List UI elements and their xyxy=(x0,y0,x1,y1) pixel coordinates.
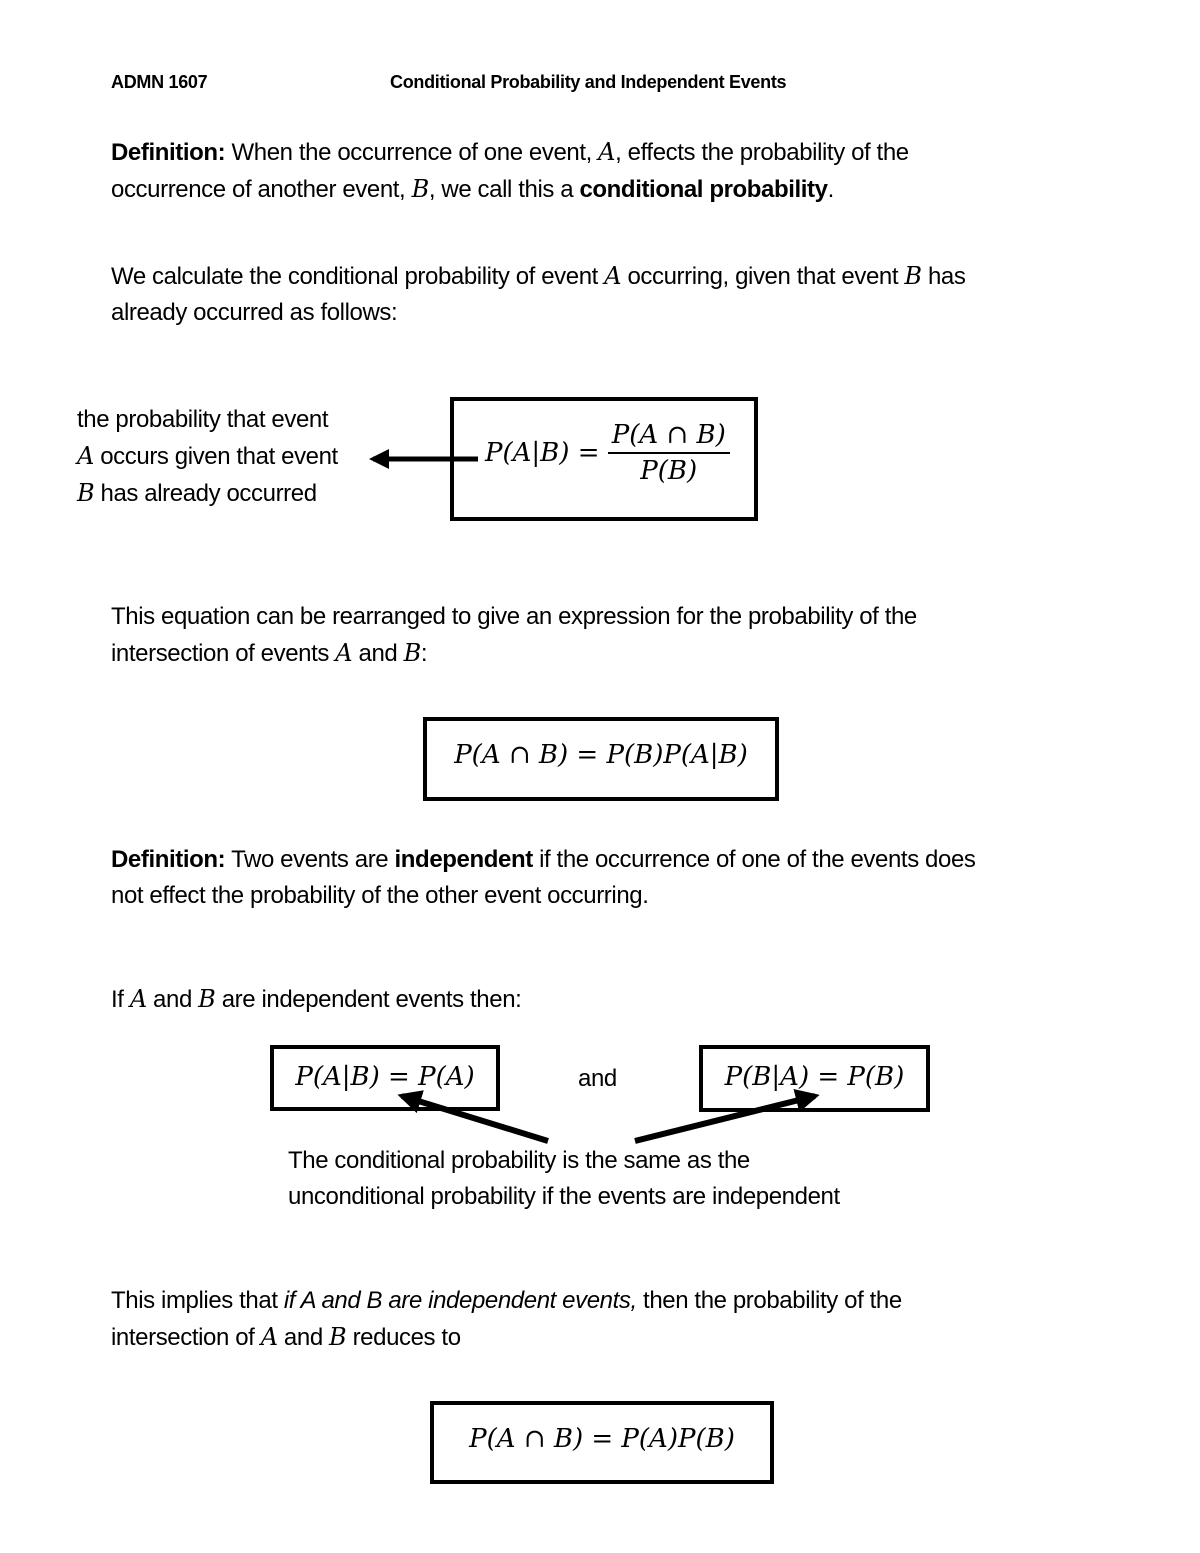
definition-independent: Definition: Two events are independent if the occurrence of one of the events does not effect the probability of the other event occurring. xyxy=(111,846,976,909)
independence-note: The conditional probability is the same as the unconditional probability if the events are independent xyxy=(288,1147,840,1210)
fraction: $\frac{P(A \cap B)}{P(B)}$ xyxy=(608,420,730,486)
variable-b: B xyxy=(411,175,429,203)
calculation-intro-line-1: We calculate the conditional probability of event A occurring, given that event B has xyxy=(111,262,966,290)
independence-formula-a: P(A|B) = P(A) xyxy=(295,1062,475,1092)
definition-line-2: occurrence of another event, B, we call this a conditional probability. xyxy=(111,175,834,203)
course-code: ADMN 1607 xyxy=(111,72,208,92)
left-pointer-arrow xyxy=(402,1096,548,1141)
independent-intro: If A and B are independent events then: xyxy=(111,985,522,1013)
calculation-intro-line-2: already occurred as follows: xyxy=(111,299,398,326)
conditional-probability-formula: P(A|B) = $\frac{P(A \cap B)}{P(B)}$ xyxy=(485,420,730,486)
variable-a: A xyxy=(598,138,616,166)
independent-intersection-formula: P(A ∩ B) = P(A)P(B) xyxy=(469,1424,735,1454)
independence-formula-b: P(B|A) = P(B) xyxy=(724,1062,905,1092)
right-pointer-arrow xyxy=(635,1096,815,1141)
term-independent: independent xyxy=(394,846,533,873)
term-conditional-probability: conditional probability xyxy=(579,176,828,203)
definition-line-1: Definition: When the occurrence of one event, A, effects the probability of the xyxy=(111,138,909,166)
page-title: Conditional Probability and Independent Events xyxy=(390,72,787,92)
definition-label: Definition: xyxy=(111,139,226,166)
intersection-formula: P(A ∩ B) = P(B)P(A|B) xyxy=(454,740,748,770)
conjunction-and: and xyxy=(578,1065,617,1092)
implies-text: This implies that if A and B are independent events, then the probability of the intersection of A and B reduces to xyxy=(111,1287,902,1351)
formula-note: the probability that event A occurs given that event B has already occurred xyxy=(77,406,338,507)
rearrange-text: This equation can be rearranged to give an expression for the probability of the intersection of events A and B: xyxy=(111,603,917,667)
implies-condition: if A and B are independent events, xyxy=(283,1287,637,1314)
definition-label: Definition: xyxy=(111,846,226,873)
